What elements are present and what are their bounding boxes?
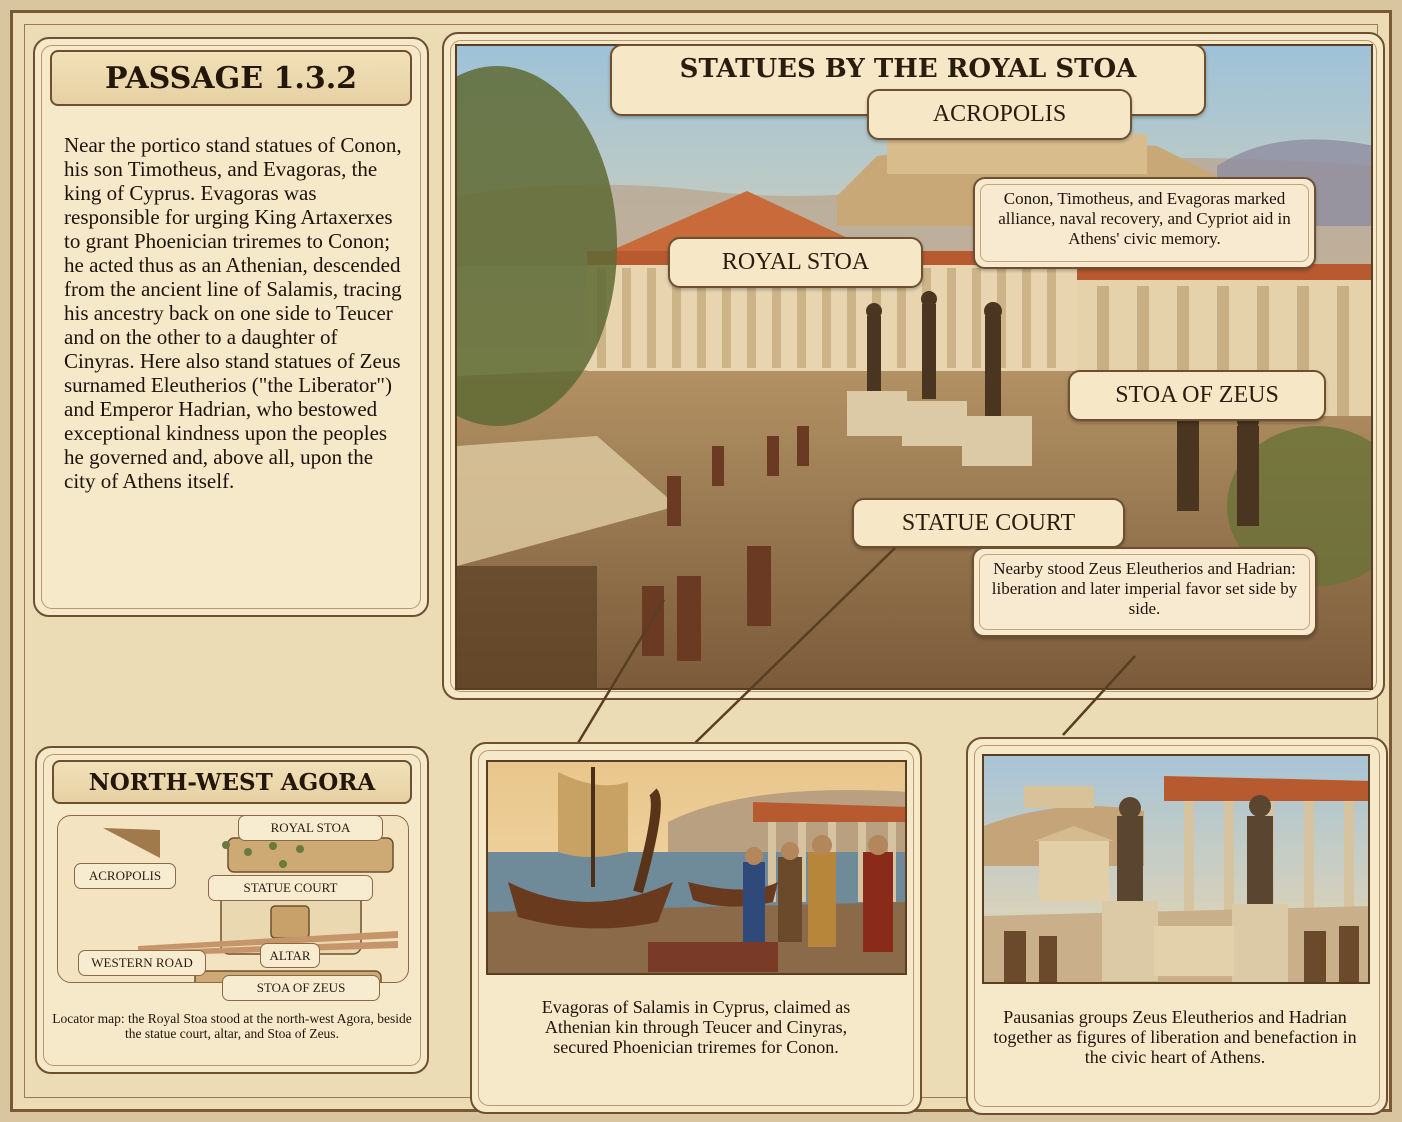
zeus-hadrian-scene xyxy=(982,754,1370,984)
evagoras-scene-art xyxy=(488,762,907,975)
zeus-hadrian-scene-art xyxy=(984,756,1370,984)
main-title: STATUES BY THE ROYAL STOA xyxy=(610,44,1206,116)
evagoras-scene xyxy=(486,760,907,975)
map-statue-court-label: STATUE COURT xyxy=(208,875,373,901)
note-zeus-hadrian: Nearby stood Zeus Eleutherios and Hadrian: liberation and later imperial favor set side by side. xyxy=(972,547,1317,637)
acropolis-label: ACROPOLIS xyxy=(867,89,1132,140)
map-title: NORTH-WEST AGORA xyxy=(52,760,412,804)
map-altar-label: ALTAR xyxy=(260,943,320,968)
zeus-hadrian-caption: Pausanias groups Zeus Eleutherios and Hadrian together as figures of liberation and benefaction in the civic heart of Athens. xyxy=(993,1007,1357,1067)
map-caption: Locator map: the Royal Stoa stood at the north-west Agora, beside the statue court, altar, and Stoa of Zeus. xyxy=(52,1011,412,1041)
note-conon: Conon, Timotheus, and Evagoras marked alliance, naval recovery, and Cypriot aid in Athens' civic memory. xyxy=(973,177,1316,269)
passage-text: Near the portico stand statues of Conon, his son Timotheus, and Evagoras, the king of Cyprus. Evagoras was responsible for urging King Artaxerxes to grant Phoenician triremes to Conon; he acted thus as an Athenian, descended from the ancient line of Salamis, tracing his ancestry back on one side to Teucer and on the other to a daughter of Cinyras. Here also stand statues of Zeus surnamed Eleutherios ("the Liberator") and Emperor Hadrian, who bestowed exceptional kindness upon the peoples he governed and, above all, upon the city of Athens itself. xyxy=(64,133,402,493)
map-western-road-label: WESTERN ROAD xyxy=(78,950,206,976)
passage-title: PASSAGE 1.3.2 xyxy=(50,50,412,106)
stoa-of-zeus-label: STOA OF ZEUS xyxy=(1068,370,1326,421)
evagoras-caption: Evagoras of Salamis in Cyprus, claimed as Athenian kin through Teucer and Cinyras, secured Phoenician triremes for Conon. xyxy=(541,997,851,1057)
royal-stoa-label: ROYAL STOA xyxy=(668,237,923,288)
map-acropolis-label: ACROPOLIS xyxy=(74,863,176,889)
statue-court-label: STATUE COURT xyxy=(852,498,1125,548)
map-stoa-of-zeus-label: STOA OF ZEUS xyxy=(222,975,380,1001)
map-royal-stoa-label: ROYAL STOA xyxy=(238,815,383,841)
